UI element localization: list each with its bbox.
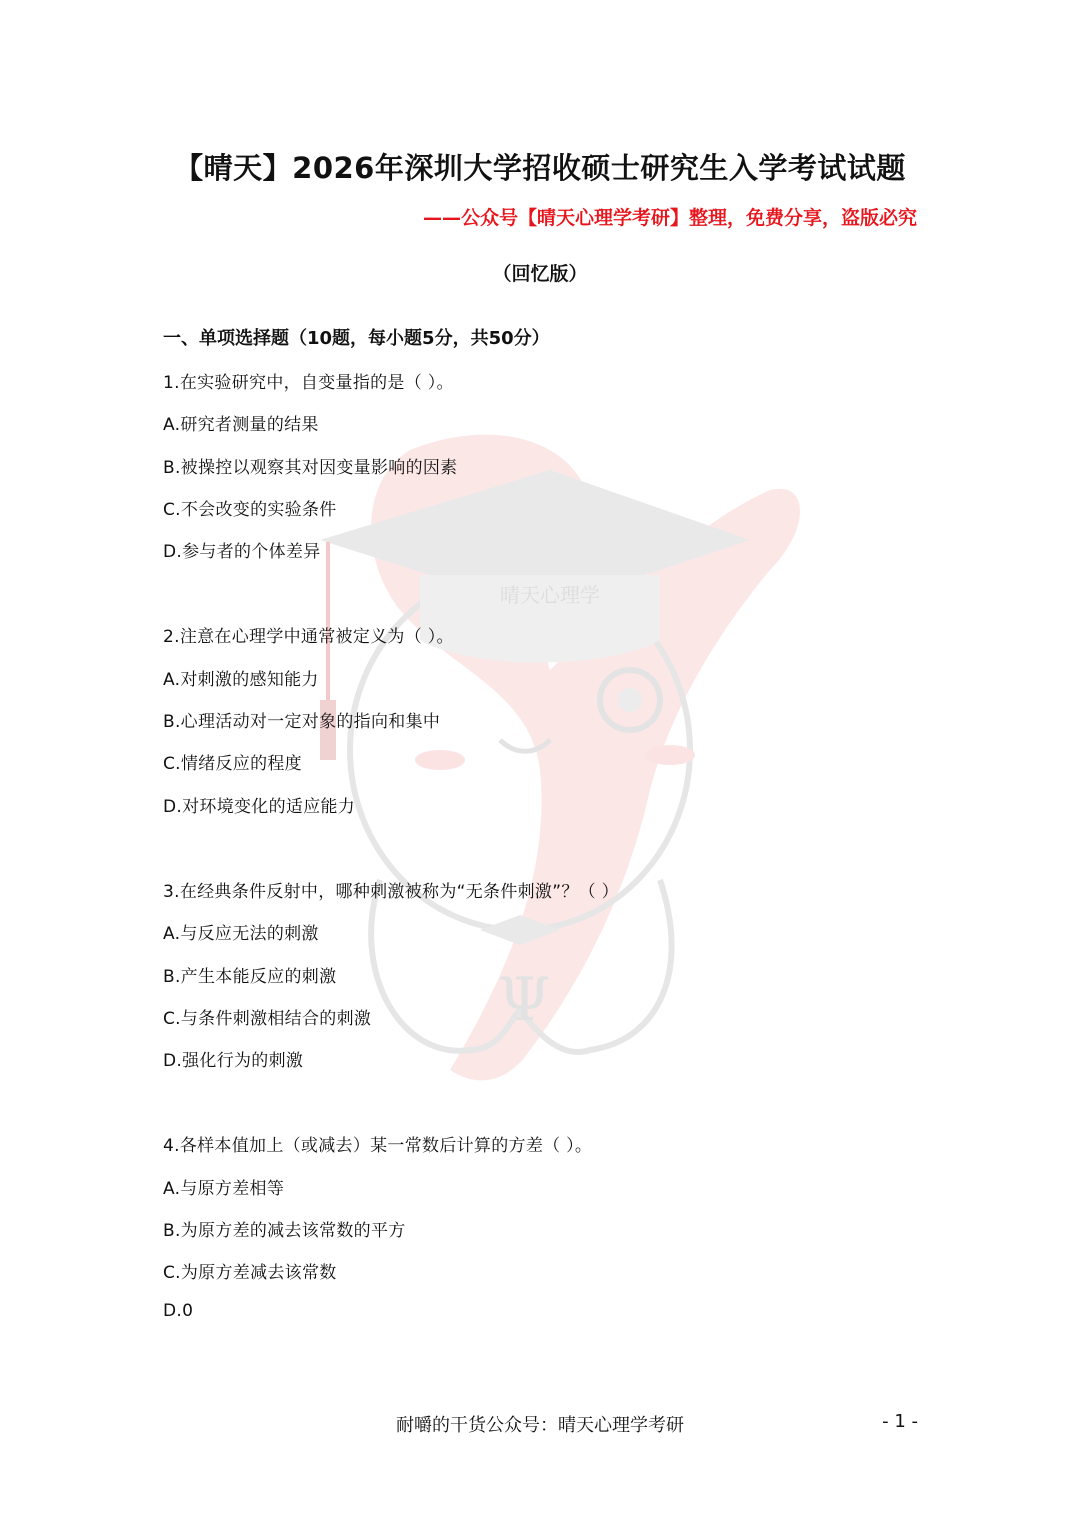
question-option: C.与条件刺激相结合的刺激 — [163, 1009, 372, 1029]
question-stem: 2.注意在心理学中通常被定义为（ ）。 — [163, 627, 454, 647]
page-number: - 1 - — [882, 1411, 918, 1432]
question-option: D.0 — [163, 1301, 194, 1321]
question-option: B.为原方差的减去该常数的平方 — [163, 1221, 406, 1241]
question-option: A.对刺激的感知能力 — [163, 670, 319, 690]
question-option: D.强化行为的刺激 — [163, 1051, 304, 1071]
question-option: C.为原方差减去该常数 — [163, 1263, 337, 1283]
watermark-cap-text: 晴天心理学 — [500, 583, 600, 607]
question-stem: 1.在实验研究中，自变量指的是（ ）。 — [163, 373, 454, 393]
question-option: B.产生本能反应的刺激 — [163, 967, 337, 987]
page-footer: 耐嚼的干货公众号：晴天心理学考研 — [396, 1415, 684, 1436]
question-stem: 3.在经典条件反射中，哪种刺激被称为“无条件刺激”？（ ） — [163, 882, 619, 902]
page-title: 【晴天】2026年深圳大学招收硕士研究生入学考试试题 — [174, 151, 906, 185]
question-option: C.情绪反应的程度 — [163, 754, 302, 774]
edition-label: （回忆版） — [492, 263, 588, 285]
question-option: A.研究者测量的结果 — [163, 415, 319, 435]
question-option: C.不会改变的实验条件 — [163, 500, 337, 520]
question-option: A.与反应无法的刺激 — [163, 924, 319, 944]
question-stem: 4.各样本值加上（或减去）某一常数后计算的方差（ ）。 — [163, 1136, 593, 1156]
question-option: B.被操控以观察其对因变量影响的因素 — [163, 458, 458, 478]
question-option: A.与原方差相等 — [163, 1179, 285, 1199]
section-heading: 一、单项选择题（10题，每小题5分，共50分） — [163, 328, 550, 349]
question-option: D.参与者的个体差异 — [163, 542, 321, 562]
watermark-psi-symbol: Ψ — [498, 965, 551, 1035]
question-option: B.心理活动对一定对象的指向和集中 — [163, 712, 441, 732]
page-subtitle: ——公众号【晴天心理学考研】整理，免费分享，盗版必究 — [422, 207, 917, 229]
question-option: D.对环境变化的适应能力 — [163, 797, 356, 817]
